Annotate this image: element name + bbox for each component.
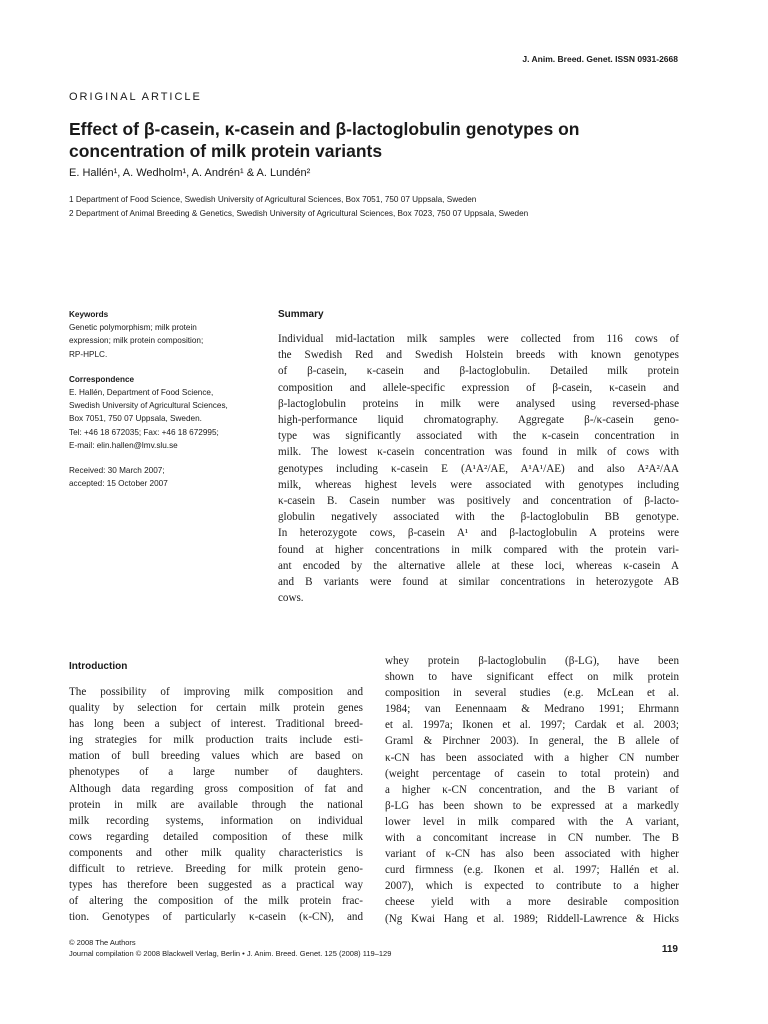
- correspondence-line: E. Hallén, Department of Food Science,: [69, 388, 214, 398]
- summary-line: ant encoded by the alternative allele at these loci, whereas κ-casein A: [278, 559, 679, 572]
- body-line: quality by selection for certain milk protein genes: [69, 702, 363, 715]
- body-line: et al. 1997a; Ikonen et al. 1997; Cardak et al. 2003;: [385, 719, 679, 732]
- body-line: has long been a subject of interest. Traditional breed-: [69, 718, 363, 731]
- body-line: protein in milk are available through the national: [69, 798, 363, 811]
- summary-heading: Summary: [278, 309, 324, 320]
- summary-text: [278, 331, 679, 606]
- body-line: lower level in milk compared with the A variant,: [385, 815, 679, 828]
- correspondence-line: Swedish University of Agricultural Sciences,: [69, 401, 228, 411]
- summary-line: genotypes including κ-casein E (A¹A²/AE, A¹A¹/AE) and also A²A²/AA: [278, 462, 679, 475]
- title-line: Effect of β-casein, κ-casein and β-lactoglobulin genotypes on: [69, 119, 580, 139]
- summary-line: globulin negatively associated with the β-lactoglobulin BB genotype.: [278, 511, 679, 524]
- body-line: of altering the composition of the milk protein frac-: [69, 895, 363, 908]
- page-footer: [69, 937, 391, 959]
- email-link[interactable]: E-mail: elin.hallen@lmv.slu.se: [69, 440, 178, 450]
- summary-line: cows.: [278, 592, 304, 605]
- body-line: milk recording systems, information on individual: [69, 814, 363, 827]
- body-line: types has therefore been suggested as a practical way: [69, 879, 363, 892]
- accepted-date: accepted: 15 October 2007: [69, 479, 168, 489]
- summary-line: Individual mid-lactation milk samples were collected from 116 cows of: [278, 333, 679, 345]
- article-sidebar: [69, 308, 264, 490]
- body-line: curd firmness (e.g. Ikonen et al. 1997; Hallén et al.: [385, 864, 679, 877]
- body-line: variant of κ-CN has also been associated with higher: [385, 848, 679, 861]
- body-line: (Ng Kwai Hang et al. 1989; Riddell-Lawrence & Hicks: [385, 912, 679, 925]
- body-line: with a concomitant increase in CN number. The B: [385, 832, 679, 845]
- correspondence-heading: Correspondence: [69, 374, 135, 384]
- summary-line: β-lactoglobulin proteins in milk were analysed using reversed-phase: [278, 397, 679, 410]
- summary-line: κ-casein B. Casein number was positively and concentration of β-lacto-: [278, 495, 679, 508]
- page-number: 119: [661, 944, 678, 955]
- correspondence-line: Tel: +46 18 672035; Fax: +46 18 672995;: [69, 427, 219, 437]
- title-line: concentration of milk protein variants: [69, 141, 383, 161]
- body-line: cheese yield with a more desirable composition: [385, 896, 679, 909]
- summary-line: milk, whereas highest levels were associated with genotypes including: [278, 478, 679, 491]
- body-line: shown to have significant effect on milk protein: [385, 671, 679, 684]
- keywords-line: Genetic polymorphism; milk protein: [69, 323, 197, 333]
- body-line: (weight percentage of casein to total protein) and: [385, 767, 679, 780]
- body-line: cows regarding detailed composition of these milk: [69, 830, 363, 843]
- summary-line: milk. The lowest κ-casein concentration was found in milk of cows with: [278, 446, 679, 459]
- body-line: whey protein β-lactoglobulin (β-LG), have been: [385, 655, 679, 667]
- correspondence-line: Box 7051, 750 07 Uppsala, Sweden.: [69, 414, 202, 424]
- body-line: composition in several studies (e.g. McLean et al.: [385, 687, 679, 700]
- summary-line: In heterozygote cows, β-casein A¹ and β-lactoglobulin A proteins were: [278, 527, 679, 540]
- body-line: 2007), which is expected to contribute to a higher: [385, 880, 679, 893]
- keywords-line: expression; milk protein composition;: [69, 336, 204, 346]
- body-line: Graml & Pirchner 2003). In general, the B allele of: [385, 735, 679, 748]
- affiliation-1: 1 Department of Food Science, Swedish University of Agricultural Sciences, Box 7051, 750 07 Uppsala, Sweden: [69, 195, 477, 204]
- body-line: a higher κ-CN concentration, and the B variant of: [385, 783, 679, 796]
- introduction-left-column: [69, 684, 363, 925]
- body-line: mation of bull breeding values which are based on: [69, 750, 363, 763]
- keywords-heading: Keywords: [69, 310, 109, 319]
- author-list: E. Hallén¹, A. Wedholm¹, A. Andrén¹ & A. Lundén²: [69, 167, 311, 179]
- body-line: β-LG has been shown to be expressed at a markedly: [385, 799, 679, 812]
- body-line: Although data regarding gross composition of fat and: [69, 782, 363, 795]
- body-line: components and other milk quality characteristics is: [69, 846, 363, 859]
- introduction-heading: Introduction: [69, 661, 128, 672]
- body-line: The possibility of improving milk composition and: [69, 686, 363, 698]
- summary-line: the Swedish Red and Swedish Holstein breeds with known genotypes: [278, 349, 679, 362]
- body-line: ing strategies for milk production traits include esti-: [69, 734, 363, 747]
- article-type: ORIGINAL ARTICLE: [69, 91, 202, 103]
- copyright-notice: © 2008 The Authors: [69, 938, 136, 947]
- article-title: [69, 118, 709, 162]
- summary-line: high-performance liquid chromatography. Aggregate β-/κ-casein geno-: [278, 414, 679, 427]
- received-date: Received: 30 March 2007;: [69, 466, 165, 476]
- summary-line: type was significantly associated with the κ-casein concentration in: [278, 430, 679, 443]
- journal-header: J. Anim. Breed. Genet. ISSN 0931-2668: [522, 54, 678, 64]
- affiliation-2: 2 Department of Animal Breeding & Genetics, Swedish University of Agricultural Sciences, Box 7023, 750 07 Uppsala, Sweden: [69, 209, 529, 218]
- body-line: 1984; van Eenennaam & Medrano 1991; Ehrmann: [385, 703, 679, 716]
- summary-line: found at higher concentrations in milk compared with the protein vari-: [278, 543, 679, 556]
- keywords-line: RP-HPLC.: [69, 349, 108, 359]
- summary-line: and B variants were found at similar concentrations in heterozygote AB: [278, 576, 679, 589]
- introduction-right-column: [385, 653, 679, 927]
- journal-compilation: Journal compilation © 2008 Blackwell Verlag, Berlin • J. Anim. Breed. Genet. 125 (2008) 119–129: [69, 949, 392, 958]
- body-line: κ-CN has been associated with a higher CN number: [385, 751, 679, 764]
- summary-line: composition and allele-specific expression of β-casein, κ-casein and: [278, 381, 679, 394]
- body-line: tion. Genotypes of particularly κ-casein (κ-CN), and: [69, 911, 363, 924]
- body-line: difficult to retrieve. Breeding for milk protein geno-: [69, 863, 363, 876]
- body-line: phenotypes of a large number of daughters.: [69, 766, 363, 779]
- summary-line: of β-casein, κ-casein and β-lactoglobulin. Detailed milk protein: [278, 365, 679, 378]
